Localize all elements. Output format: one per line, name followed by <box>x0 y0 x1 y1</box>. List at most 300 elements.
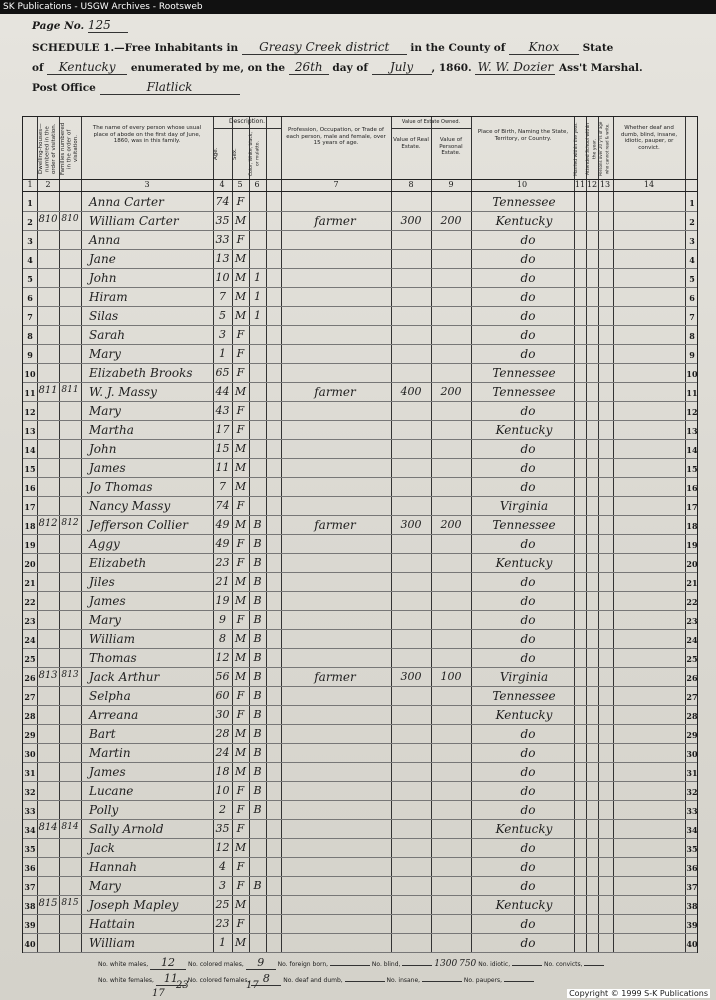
age: 25 <box>215 898 230 911</box>
row-number: 40 <box>24 939 36 949</box>
person-name: Mary <box>89 879 121 893</box>
colored-males-count: 9 <box>246 956 276 970</box>
table-row <box>23 440 697 459</box>
birthplace: Kentucky <box>495 214 553 228</box>
age: 49 <box>215 537 230 550</box>
age: 11 <box>215 461 230 474</box>
col-birthplace-header: Place of Birth, Naming the State, Territory, or Country. <box>477 129 569 142</box>
age: 35 <box>215 822 230 835</box>
birthplace: Kentucky <box>495 423 553 437</box>
birthplace: do <box>520 936 536 950</box>
row-number: 29 <box>24 730 36 740</box>
row-number: 39 <box>24 920 36 930</box>
row-number: 26 <box>24 673 36 683</box>
sex: F <box>236 917 245 930</box>
column-number: 12 <box>586 180 598 189</box>
family-number: 810 <box>61 214 79 224</box>
table-row <box>23 307 697 326</box>
row-number: 9 <box>27 350 33 360</box>
birthplace: Tennessee <box>492 366 556 380</box>
birthplace: do <box>520 765 536 779</box>
color: B <box>253 765 262 778</box>
real-estate-value: 300 <box>400 518 422 531</box>
person-name: Thomas <box>89 651 137 665</box>
person-name: Martha <box>89 423 134 437</box>
birthplace: do <box>520 841 536 855</box>
table-row <box>23 345 697 364</box>
birthplace: do <box>520 594 536 608</box>
birthplace: Kentucky <box>495 556 553 570</box>
person-name: Martin <box>89 746 131 760</box>
person-name: William <box>89 632 136 646</box>
birthplace: do <box>520 404 536 418</box>
table-row <box>23 554 697 573</box>
column-number: 6 <box>254 180 260 189</box>
table-row <box>23 763 697 782</box>
personal-estate-value: 200 <box>440 214 462 227</box>
family-number: 814 <box>61 822 79 832</box>
color: 1 <box>254 309 261 322</box>
birthplace: Tennessee <box>492 385 556 399</box>
row-number-right: 40 <box>686 939 698 949</box>
col-occupation-header: Profession, Occupation, or Trade of each person, male and female, over 15 years of age. <box>286 127 386 146</box>
total-personal-estate: 750 <box>459 959 477 969</box>
col-real-estate-header: Value of Real Estate. <box>393 137 429 150</box>
sex: F <box>236 822 245 835</box>
age: 65 <box>215 366 230 379</box>
table-row <box>23 858 697 877</box>
sex: F <box>236 537 245 550</box>
column-number: 8 <box>408 180 414 189</box>
col-literacy-header: Persons over 20 y'rs of age who cannot read & write. <box>598 121 610 177</box>
row-number-right: 12 <box>686 407 698 417</box>
birthplace: do <box>520 917 536 931</box>
sex: F <box>236 556 245 569</box>
table-row <box>23 630 697 649</box>
birthplace: do <box>520 328 536 342</box>
age: 23 <box>215 556 230 569</box>
age: 2 <box>219 803 226 816</box>
sex: F <box>236 803 245 816</box>
census-page <box>0 14 716 1000</box>
person-name: Aggy <box>89 537 120 551</box>
color: B <box>253 613 262 626</box>
person-name: Sarah <box>89 328 125 342</box>
estate-header: Value of Estate Owned. <box>401 119 461 125</box>
row-number-right: 38 <box>686 901 698 911</box>
table-row <box>23 896 697 915</box>
table-row <box>23 250 697 269</box>
birthplace: Tennessee <box>492 518 556 532</box>
row-number-right: 36 <box>686 863 698 873</box>
col-sex-header: Sex. <box>232 148 238 160</box>
color: B <box>253 575 262 588</box>
census-table <box>22 116 698 953</box>
occupation: farmer <box>314 670 356 684</box>
enumeration-line: of Kentucky enumerated by me, on the 26th day of July , 1860. W. W. Dozier Ass't Marshal. <box>32 60 643 74</box>
white-males-count: 12 <box>150 956 186 970</box>
table-row <box>23 611 697 630</box>
person-name: Hannah <box>89 860 137 874</box>
sex: M <box>234 442 247 455</box>
row-number-right: 17 <box>686 502 698 512</box>
row-number-right: 8 <box>689 331 695 341</box>
row-number-right: 9 <box>689 350 695 360</box>
row-number-right: 16 <box>686 483 698 493</box>
person-name: James <box>89 594 126 608</box>
sex: M <box>234 385 247 398</box>
row-number: 7 <box>27 312 33 322</box>
table-row <box>23 193 697 212</box>
row-number: 25 <box>24 654 36 664</box>
row-number: 35 <box>24 844 36 854</box>
age: 17 <box>215 423 230 436</box>
person-name: Mary <box>89 613 121 627</box>
row-number: 3 <box>27 236 33 246</box>
row-number: 33 <box>24 806 36 816</box>
person-name: Bart <box>89 727 116 741</box>
sex: F <box>236 347 245 360</box>
sex: M <box>234 727 247 740</box>
person-name: Nancy Massy <box>89 499 171 513</box>
person-name: Mary <box>89 404 121 418</box>
row-number-right: 22 <box>686 597 698 607</box>
age: 3 <box>219 328 226 341</box>
col-married-header: Married within the year. <box>574 122 579 176</box>
person-name: Joseph Mapley <box>89 898 179 912</box>
row-number-right: 19 <box>686 540 698 550</box>
person-name: Hiram <box>89 290 128 304</box>
birthplace: do <box>520 746 536 760</box>
sex: M <box>234 898 247 911</box>
color: B <box>253 651 262 664</box>
column-number: 2 <box>45 180 51 189</box>
person-name: Arreana <box>89 708 139 722</box>
color: B <box>253 784 262 797</box>
sex: F <box>236 879 245 892</box>
row-number-right: 33 <box>686 806 698 816</box>
age: 56 <box>215 670 230 683</box>
color: B <box>253 518 262 531</box>
person-name: Jefferson Collier <box>89 518 188 532</box>
table-row <box>23 706 697 725</box>
sex: F <box>236 233 245 246</box>
age: 18 <box>215 765 230 778</box>
person-name: Jack Arthur <box>89 670 160 684</box>
age: 21 <box>215 575 230 588</box>
sex: F <box>236 423 245 436</box>
color: B <box>253 803 262 816</box>
birthplace: do <box>520 309 536 323</box>
person-name: William Carter <box>89 214 179 228</box>
age: 28 <box>215 727 230 740</box>
row-number-right: 24 <box>686 635 698 645</box>
age: 7 <box>219 480 226 493</box>
table-row <box>23 402 697 421</box>
sex: M <box>234 518 247 531</box>
age: 10 <box>215 784 230 797</box>
person-name: Mary <box>89 347 121 361</box>
marshal-field: W. W. Dozier <box>475 60 555 75</box>
birthplace: do <box>520 613 536 627</box>
person-name: Lucane <box>89 784 134 798</box>
tally-sum: 23 <box>176 980 189 991</box>
post-office-line: Post Office Flatlick <box>32 80 240 95</box>
row-number: 28 <box>24 711 36 721</box>
sex: F <box>236 404 245 417</box>
row-number: 4 <box>27 255 33 265</box>
row-number-right: 2 <box>689 217 695 227</box>
row-number-right: 29 <box>686 730 698 740</box>
row-number: 30 <box>24 749 36 759</box>
row-number-right: 3 <box>689 236 695 246</box>
age: 49 <box>215 518 230 531</box>
birthplace: do <box>520 879 536 893</box>
color: 1 <box>254 290 261 303</box>
dwelling-number: 811 <box>38 385 58 396</box>
person-name: Sally Arnold <box>89 822 164 836</box>
person-name: Silas <box>89 309 119 323</box>
person-name: Jane <box>89 252 116 266</box>
col-condition-header: Whether deaf and dumb, blind, insane, idiotic, pauper, or convict. <box>620 125 678 151</box>
dwelling-number: 812 <box>38 518 58 529</box>
row-number: 16 <box>24 483 36 493</box>
birthplace: Kentucky <box>495 898 553 912</box>
person-name: Polly <box>89 803 119 817</box>
tally-bottom: 17 <box>152 988 165 999</box>
table-row <box>23 782 697 801</box>
row-number: 8 <box>27 331 33 341</box>
table-row <box>23 744 697 763</box>
age: 10 <box>215 271 230 284</box>
row-number: 31 <box>24 768 36 778</box>
row-number: 34 <box>24 825 36 835</box>
table-row <box>23 516 697 535</box>
table-row <box>23 231 697 250</box>
sex: F <box>236 195 245 208</box>
sex: M <box>234 214 247 227</box>
birthplace: do <box>520 537 536 551</box>
row-number-right: 7 <box>689 312 695 322</box>
col-dwelling-header: Dwelling-houses— numbered in the order of visitation. <box>38 123 57 175</box>
occupation: farmer <box>314 518 356 532</box>
row-number: 11 <box>24 388 36 398</box>
table-row <box>23 535 697 554</box>
family-number: 813 <box>61 670 79 680</box>
table-row <box>23 269 697 288</box>
table-row <box>23 820 697 839</box>
row-number: 20 <box>24 559 36 569</box>
age: 8 <box>219 632 226 645</box>
total-real-estate: 1300 <box>434 959 458 969</box>
real-estate-value: 300 <box>400 214 422 227</box>
dwelling-number: 813 <box>38 670 58 681</box>
occupation: farmer <box>314 214 356 228</box>
col-personal-estate-header: Value of Personal Estate. <box>439 137 463 156</box>
color: B <box>253 708 262 721</box>
row-number: 15 <box>24 464 36 474</box>
row-number-right: 32 <box>686 787 698 797</box>
row-number-right: 37 <box>686 882 698 892</box>
row-number-right: 15 <box>686 464 698 474</box>
age: 33 <box>215 233 230 246</box>
age: 23 <box>215 917 230 930</box>
column-number: 1 <box>27 180 33 189</box>
birthplace: do <box>520 461 536 475</box>
page-number-label: Page No. 125 <box>32 18 128 33</box>
window-title: SK Publications - USGW Archives - Rootsweb <box>0 0 716 14</box>
column-number: 9 <box>448 180 454 189</box>
age: 7 <box>219 290 226 303</box>
row-number: 10 <box>24 369 36 379</box>
table-row <box>23 288 697 307</box>
occupation: farmer <box>314 385 356 399</box>
birthplace: do <box>520 233 536 247</box>
sex: M <box>234 575 247 588</box>
person-name: Elizabeth Brooks <box>89 366 193 380</box>
col-age-header: Age. <box>213 147 219 161</box>
sex: M <box>234 936 247 949</box>
footer-line-1: No. white males, 12 No. colored males, 9 No. foreign born, No. blind, 1300 750 No. idiotic, No. convicts, <box>98 956 604 970</box>
schedule-line: SCHEDULE 1.—Free Inhabitants in Greasy Creek district in the County of Knox State <box>32 40 614 54</box>
age: 4 <box>219 860 226 873</box>
birthplace: Tennessee <box>492 689 556 703</box>
row-number: 6 <box>27 293 33 303</box>
person-name: W. J. Massy <box>89 385 157 399</box>
birthplace: do <box>520 575 536 589</box>
birthplace: do <box>520 290 536 304</box>
age: 74 <box>215 499 230 512</box>
row-number: 12 <box>24 407 36 417</box>
row-number: 24 <box>24 635 36 645</box>
birthplace: do <box>520 803 536 817</box>
table-row <box>23 383 697 402</box>
column-number: 13 <box>599 180 611 189</box>
person-name: Hattain <box>89 917 135 931</box>
family-number: 811 <box>61 385 79 395</box>
birthplace: Virginia <box>499 499 549 513</box>
row-number-right: 18 <box>686 521 698 531</box>
birthplace: do <box>520 651 536 665</box>
row-number-right: 11 <box>686 388 698 398</box>
row-number-right: 13 <box>686 426 698 436</box>
description-header: Description. <box>228 118 266 125</box>
footer-line-2: No. white females, 11 No. colored females, 8 No. deaf and dumb, No. insane, No. paupers, <box>98 972 534 986</box>
row-number: 27 <box>24 692 36 702</box>
age: 3 <box>219 879 226 892</box>
table-row <box>23 573 697 592</box>
sex: F <box>236 708 245 721</box>
personal-estate-value: 100 <box>440 670 462 683</box>
state-field: Kentucky <box>47 60 127 75</box>
row-number-right: 14 <box>686 445 698 455</box>
age: 24 <box>215 746 230 759</box>
age: 44 <box>215 385 230 398</box>
row-number: 13 <box>24 426 36 436</box>
column-number: 4 <box>219 180 225 189</box>
sex: M <box>234 461 247 474</box>
sex: M <box>234 765 247 778</box>
row-number: 5 <box>27 274 33 284</box>
person-name: Jo Thomas <box>89 480 153 494</box>
row-number: 18 <box>24 521 36 531</box>
birthplace: Kentucky <box>495 822 553 836</box>
county-field: Knox <box>509 40 579 55</box>
age: 30 <box>215 708 230 721</box>
age: 1 <box>219 936 226 949</box>
dwelling-number: 814 <box>38 822 58 833</box>
row-number-right: 20 <box>686 559 698 569</box>
color: B <box>253 670 262 683</box>
row-number-right: 25 <box>686 654 698 664</box>
table-row <box>23 687 697 706</box>
column-number: 7 <box>333 180 339 189</box>
color: B <box>253 727 262 740</box>
person-name: Selpha <box>89 689 131 703</box>
sex: F <box>236 613 245 626</box>
person-name: Jiles <box>89 575 115 589</box>
column-number: 5 <box>237 180 243 189</box>
column-number: 10 <box>516 180 528 189</box>
table-row <box>23 934 697 953</box>
sex: M <box>234 252 247 265</box>
person-name: Anna Carter <box>89 195 164 209</box>
birthplace: Tennessee <box>492 195 556 209</box>
table-row <box>23 421 697 440</box>
table-row <box>23 459 697 478</box>
birthplace: do <box>520 252 536 266</box>
age: 74 <box>215 195 230 208</box>
age: 60 <box>215 689 230 702</box>
sex: M <box>234 670 247 683</box>
row-number: 23 <box>24 616 36 626</box>
sex: F <box>236 499 245 512</box>
age: 13 <box>215 252 230 265</box>
table-row <box>23 326 697 345</box>
sex: M <box>234 271 247 284</box>
age: 35 <box>215 214 230 227</box>
table-row <box>23 839 697 858</box>
sex: M <box>234 632 247 645</box>
table-row <box>23 364 697 383</box>
column-number: 11 <box>574 180 586 189</box>
sex: F <box>236 689 245 702</box>
sex: F <box>236 328 245 341</box>
birthplace: do <box>520 271 536 285</box>
sex: M <box>234 309 247 322</box>
col-color-header: Color, White, black, or mulatto. <box>249 132 261 176</box>
birthplace: do <box>520 860 536 874</box>
table-row <box>23 592 697 611</box>
row-number: 19 <box>24 540 36 550</box>
sex: M <box>234 746 247 759</box>
col-family-header: Families numbered in the order of visitation. <box>60 122 79 176</box>
person-name: John <box>89 271 117 285</box>
color: B <box>253 556 262 569</box>
row-number: 37 <box>24 882 36 892</box>
day-field: 26th <box>289 60 329 75</box>
row-number-right: 26 <box>686 673 698 683</box>
row-number: 38 <box>24 901 36 911</box>
row-number-right: 6 <box>689 293 695 303</box>
row-number-right: 30 <box>686 749 698 759</box>
person-name: William <box>89 936 136 950</box>
row-number: 32 <box>24 787 36 797</box>
sex: M <box>234 841 247 854</box>
col-name-header: The name of every person whose usual place of abode on the first day of June, 1860, was in this family. <box>92 125 202 144</box>
copyright-notice: Copyright © 1999 S-K Publications <box>569 989 708 998</box>
row-number: 17 <box>24 502 36 512</box>
